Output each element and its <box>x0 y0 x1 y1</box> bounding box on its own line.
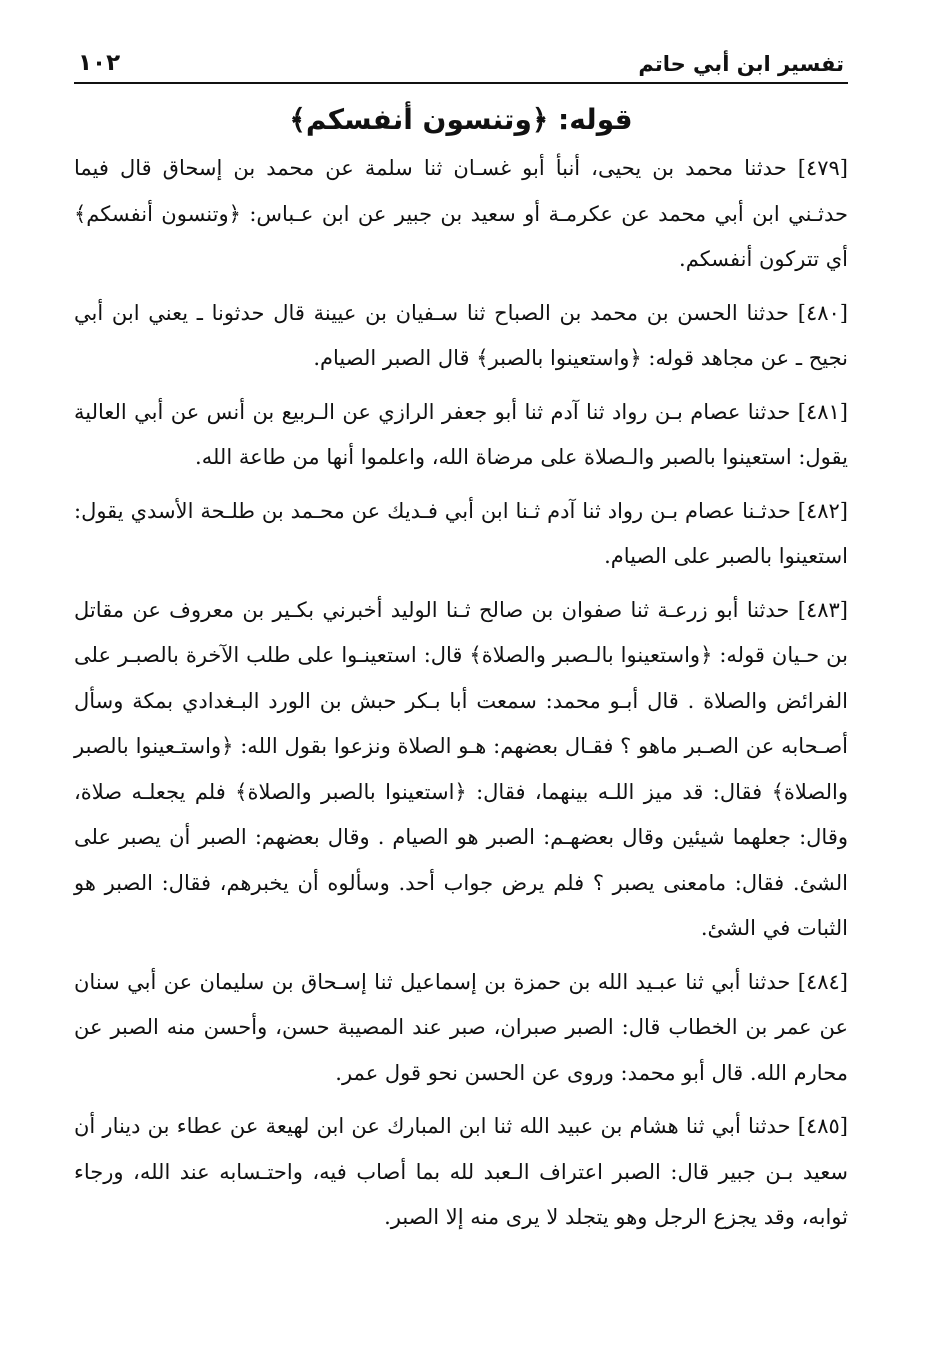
entry-text: حدثنا الحسن بن محمد بن الصباح ثنا سـفيان بن عيينة قال حدثونا ـ يعني ابن أبي نجيح ـ عن مجاهد قوله: ﴿واستعينوا بالصبر﴾ قال الصبر الصيام. <box>74 300 848 370</box>
page-number: ١٠٢ <box>78 50 121 76</box>
entry-text: حدثنا أبي ثنا هشام بن عبيد الله ثنا ابن المبارك عن ابن لهيعة عن عطاء بن دينار أن سعيد بـن جبير قال: الصبر اعتراف الـعبد لله بما أصاب فيه، واحتـسابه عند الله، ورجاء ثوابه، وقد يجزع الرجل وهو يتجلد لا يرى منه إلا الصبر. <box>74 1114 848 1229</box>
book-title: تفسير ابن أبي حاتم <box>638 52 844 76</box>
entry-text: حدثـنا عصام بـن رواد ثنا آدم ثـنا ابن أبي فـديك عن محـمد بن طلـحة الأسدي يقول: استعينوا بالصبر على الصيام. <box>74 498 848 568</box>
entry-number: [٤٨١] <box>797 399 848 424</box>
entry-number: [٤٧٩] <box>797 156 848 180</box>
running-header <box>74 40 848 84</box>
entry-text: حدثنا أبي ثنا عبـيد الله بن حمزة بن إسماعيل ثنا إسـحاق بن سليمان عن أبي سنان عن عمر بن الخطاب قال: الصبر صبران، صبر عند المصيبة حسن، وأحسن منه الصبر عن محارم الله. قال أبو محمد: وروى عن الحسن نحو قول عمر. <box>74 969 848 1085</box>
hadith-entry-479 <box>74 146 848 283</box>
hadith-entry-483 <box>74 588 848 952</box>
hadith-entry-480 <box>74 291 848 382</box>
section-heading: قوله: ﴿وتنسون أنفسكم﴾ <box>289 103 633 136</box>
entry-text: حدثنا محمد بن يحيى، أنبأ أبو غسـان ثنا سلمة عن محمد بن إسحاق قال فيما حدثـني ابن أبي محمد عن عكرمـة أو سعيد بن جبير عن ابن عـباس: ﴿وتنسون أنفسكم﴾ أي تتركون أنفسكم. <box>74 156 848 271</box>
hadith-entry-485 <box>74 1104 848 1241</box>
entry-number: [٤٨٢] <box>797 498 848 523</box>
entry-text: حدثنا أبو زرعـة ثنا صفوان بن صالح ثـنا الوليد أخبرني بكـير بن معروف عن مقاتل بن حـيان قوله: ﴿واستعينوا بالـصبر والصلاة﴾ قال: استعينـوا على طلب الآخرة بالصبـر على الفرائض والصلاة . قال أبـو محمد: سمعت أبا بـكر حبش بن الورد البـغدادي بمكة وسأل أصـحابه عن الصـبر ماهو ؟ فقـال بعضهم: هـو الصلاة ونزعوا بقول الله: ﴿واستـعينوا بالصبر والصلاة﴾ فقال: قد ميز اللـه بينهما، فقال: ﴿استعينوا بالصبر والصلاة﴾ فلم يجعلـه صلاة، وقال: جعلهما شيئين وقال بعضهـم: الصبر هو الصيام . وقال بعضهم: الصبر أن يصبر على الشئ. فقال: مامعنى يصبر ؟ فلم يرض جواب أحد. وسألوه أن يخبرهم، فقال: الصبر هو الثبات في الشئ. <box>74 597 848 940</box>
entry-text: حدثنا عصام بـن رواد ثنا آدم ثنا أبو جعفر الرازي عن الـربيع بن أنس عن أبي العالية يقول: استعينوا بالصبر والـصلاة على مرضاة الله، واعلموا أنها من طاعة الله. <box>74 399 848 469</box>
entry-number: [٤٨٠] <box>797 300 848 325</box>
entry-number: [٤٨٥] <box>797 1114 848 1138</box>
entry-number: [٤٨٤] <box>797 969 848 994</box>
hadith-entry-484 <box>74 960 848 1097</box>
hadith-entry-481 <box>74 390 848 481</box>
hadith-entry-482 <box>74 489 848 580</box>
entry-number: [٤٨٣] <box>797 597 848 622</box>
